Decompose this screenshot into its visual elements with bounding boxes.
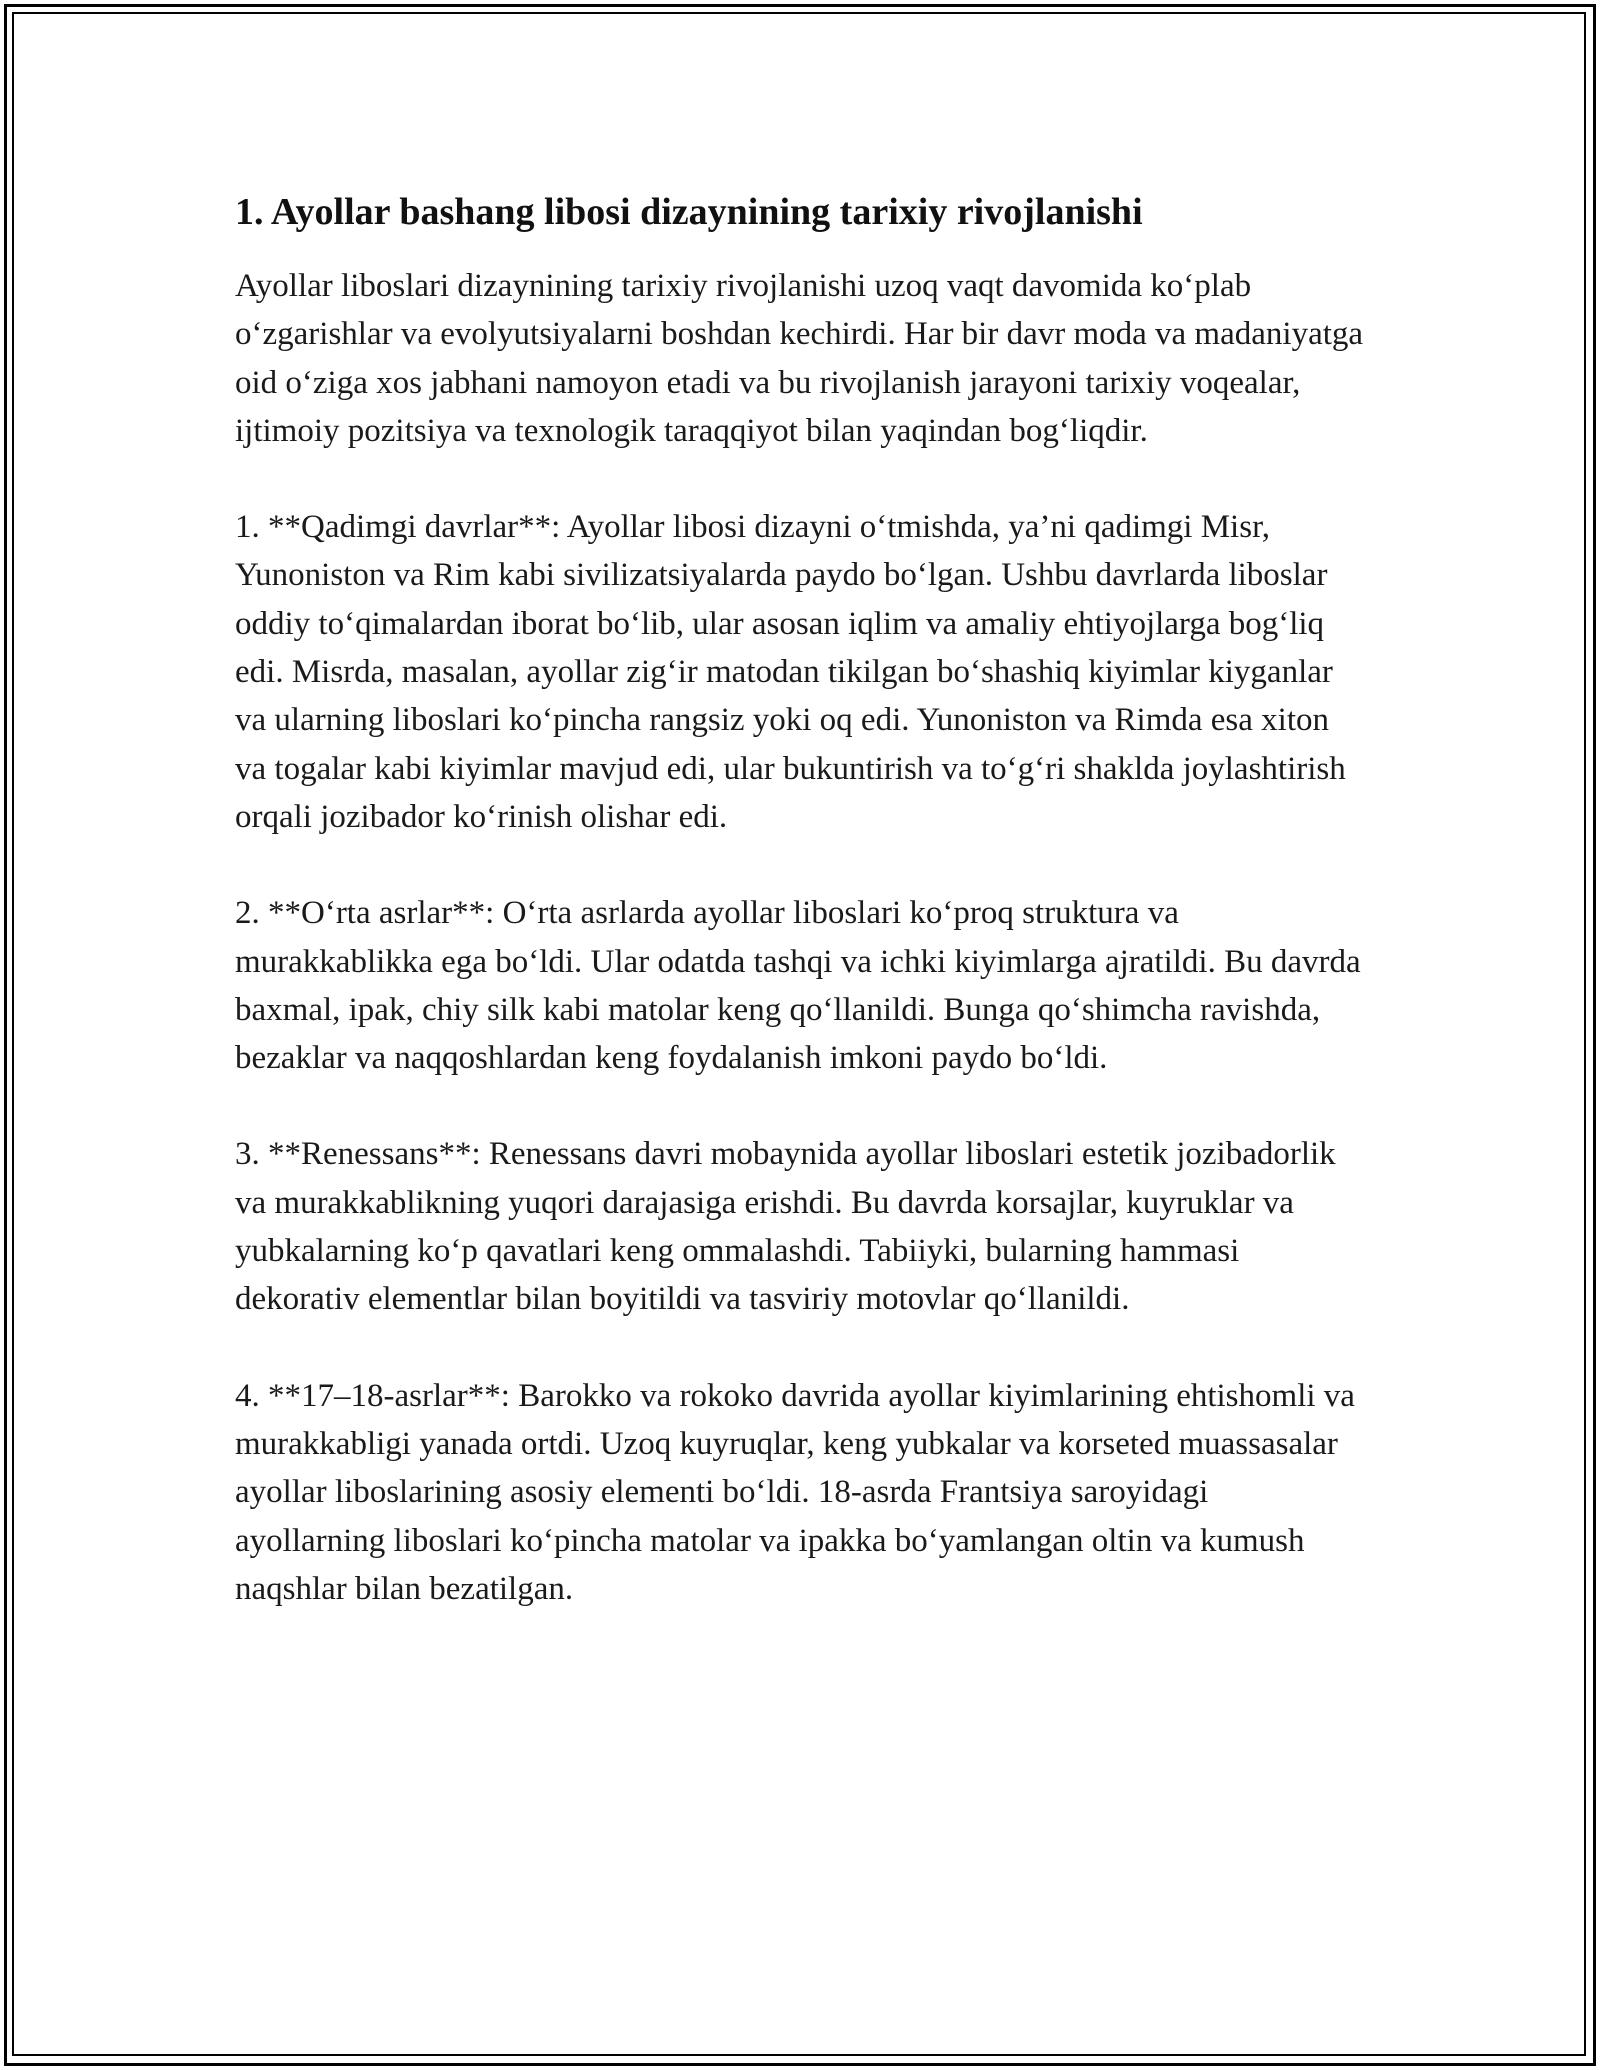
page-title: 1. Ayollar bashang libosi dizaynining tarixiy rivojlanishi — [235, 191, 1143, 233]
document-body — [235, 188, 1365, 1661]
section-ancient-paragraph: 1. **Qadimgi davrlar**: Ayollar libosi dizayni o‘tmishda, ya’ni qadimgi Misr, Yunoniston va Rim kabi sivilizatsiyalarda paydo bo‘lgan. Ushbu davrlarda liboslar oddiy to‘qimalardan iborat bo‘lib, ular asosan iqlim va amaliy ehtiyojlarga bog‘liq edi. Misrda, masalan, ayollar zig‘ir matodan tikilgan bo‘shashiq kiyimlar kiyganlar va ularning liboslari ko‘pincha rangsiz yoki oq edi. Yunoniston va Rimda esa xiton va togalar kabi kiyimlar mavjud edi, ular bukuntirish va to‘g‘ri shaklda joylashtirish orqali jozibador ko‘rinish olishar edi. — [235, 509, 1346, 835]
section-renaissance-paragraph: 3. **Renessans**: Renessans davri mobaynida ayollar liboslari estetik jozibadorlik va murakkablikning yuqori darajasiga erishdi. Bu davrda korsajlar, kuyruklar va yubkalarning ko‘p qavatlari keng ommalashdi. Tabiiyki, bularning hammasi dekorativ elementlar bilan boyitildi va tasviriy motovlar qo‘llanildi. — [235, 1136, 1336, 1318]
intro-paragraph: Ayollar liboslari dizaynining tarixiy rivojlanishi uzoq vaqt davomida ko‘plab o‘zgarishlar va evolyutsiyalarni boshdan kechirdi. Har bir davr moda va madaniyatga oid o‘ziga xos jabhani namoyon etadi va bu rivojlanish jarayoni tarixiy voqealar, ijtimoiy pozitsiya va texnologik taraqqiyot bilan yaqindan bog‘liqdir. — [235, 268, 1364, 449]
section-middle-ages-paragraph: 2. **O‘rta asrlar**: O‘rta asrlarda ayollar liboslari ko‘proq struktura va murakkablikka ega bo‘ldi. Ular odatda tashqi va ichki kiyimlarga ajratildi. Bu davrda baxmal, ipak, chiy silk kabi matolar keng qo‘llanildi. Bunga qo‘shimcha ravishda, bezaklar va naqqoshlardan keng foydalanish imkoni paydo bo‘ldi. — [235, 895, 1361, 1077]
section-17-18-centuries-paragraph: 4. **17–18-asrlar**: Barokko va rokoko davrida ayollar kiyimlarining ehtishomli va murakkabligi yanada ortdi. Uzoq kuyruqlar, keng yubkalar va korseted muassasalar ayollar liboslarining asosiy elementi bo‘ldi. 18-asrda Frantsiya saroyidagi ayollarning liboslari ko‘pincha matolar va ipakka bo‘yamlangan oltin va kumush naqshlar bilan bezatilgan. — [235, 1377, 1355, 1607]
